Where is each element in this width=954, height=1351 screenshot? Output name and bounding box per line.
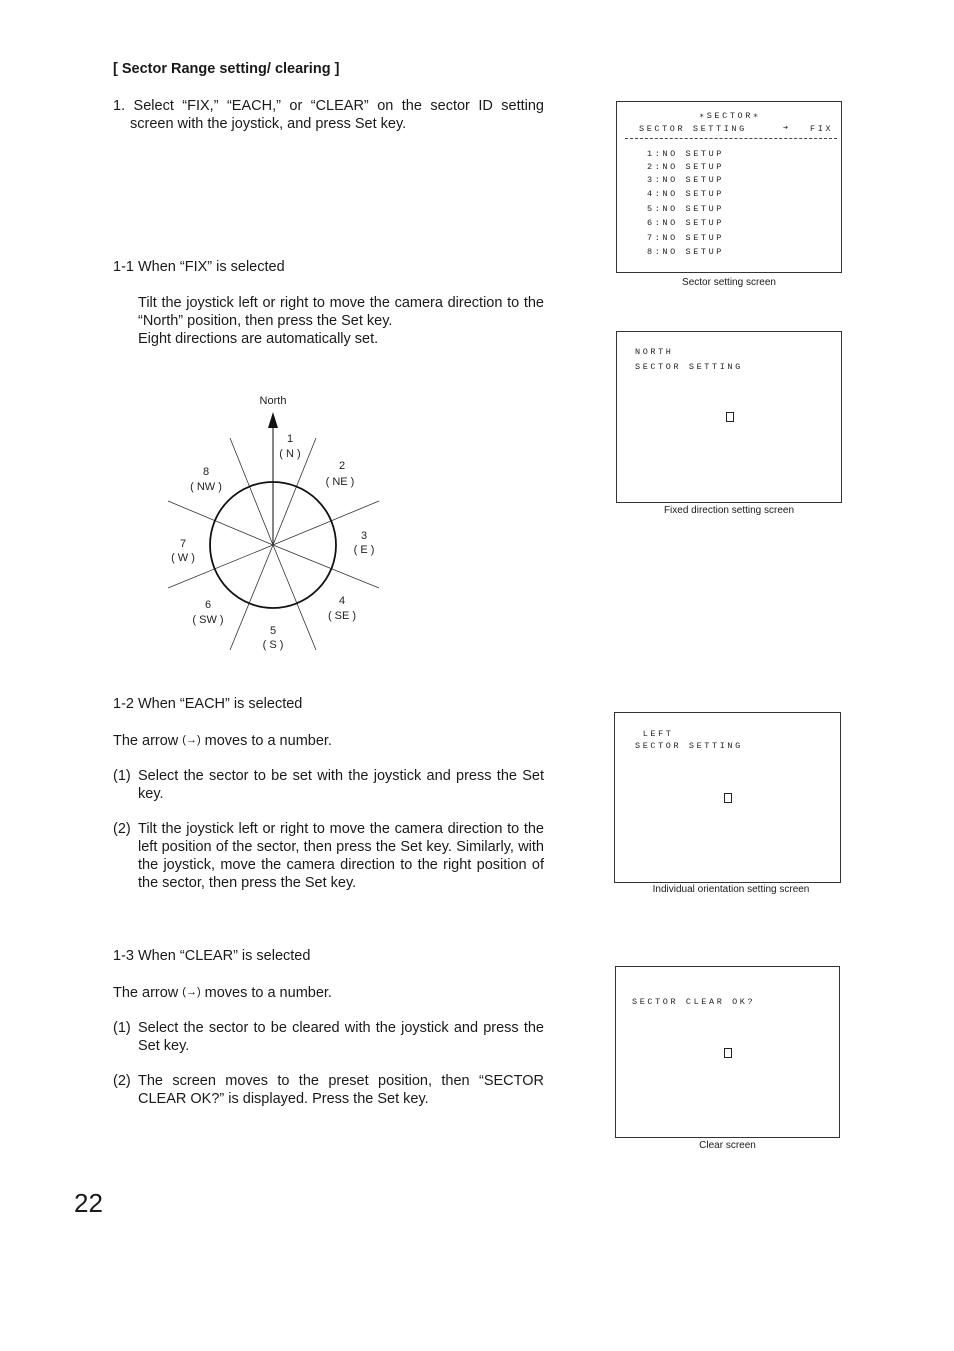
step-1-2-item-1-number: (1)	[113, 768, 131, 784]
sector-row: 8:NO SETUP	[647, 247, 725, 257]
sector-row: 4:NO SETUP	[647, 189, 725, 199]
step-1-text: 1. Select “FIX,” “EACH,” or “CLEAR” on the sector ID setting screen with the joystick, and press Set key.	[113, 98, 544, 132]
sector-6-number: 6	[204, 599, 212, 611]
screen-line-1: LEFT	[635, 729, 674, 739]
step-1-3-arrow-line	[113, 983, 332, 1002]
step-1-3-item-2: The screen moves to the preset position, then “SECTOR CLEAR OK?” is displayed. Press the Set key.	[138, 1073, 544, 1107]
sector-boundary-line	[230, 438, 273, 545]
sector-row: 2:NO SETUP	[647, 162, 725, 172]
mode-value: FIX	[810, 124, 834, 134]
sector-3-number: 3	[360, 530, 368, 542]
step-1-1-note: Eight directions are automatically set.	[138, 331, 379, 347]
step-1-1-paragraph: Tilt the joystick left or right to move the camera direction to the “North” position, then press the Set key.	[138, 295, 544, 329]
right-arrow-icon: (→)	[182, 734, 201, 746]
sector-2-number: 2	[338, 460, 346, 472]
sector-compass-diagram	[160, 388, 400, 668]
sector-4-number: 4	[338, 595, 346, 607]
selection-arrow-icon: ➔	[783, 123, 789, 133]
arrow-pre-text: The arrow	[113, 733, 179, 749]
sector-setting-caption: Sector setting screen	[682, 277, 776, 288]
sector-setting-screen	[616, 101, 842, 273]
screen-line-2: SECTOR SETTING	[635, 741, 743, 751]
step-1-2-heading: 1-2 When “EACH” is selected	[113, 696, 303, 712]
sector-8-direction: ( NW )	[190, 481, 222, 493]
step-1-3-heading: 1-3 When “CLEAR” is selected	[113, 948, 311, 964]
cursor-marker	[726, 412, 734, 422]
step-1-2-item-2-number: (2)	[113, 821, 131, 837]
screen-title: ∗SECTOR∗	[699, 111, 761, 121]
sector-1-number: 1	[286, 433, 294, 445]
step-1-3-item-1: Select the sector to be cleared with the joystick and press the Set key.	[138, 1020, 544, 1054]
sector-row: 6:NO SETUP	[647, 218, 725, 228]
sector-row: 7:NO SETUP	[647, 233, 725, 243]
screen-line-1: NORTH	[635, 347, 674, 357]
sector-4-direction: ( SE )	[327, 610, 357, 622]
sector-boundary-line	[230, 545, 273, 650]
north-label: North	[259, 395, 287, 407]
individual-orientation-screen	[614, 712, 841, 883]
arrow-post-text: moves to a number.	[204, 985, 332, 1001]
step-1-2-item-1: Select the sector to be set with the joystick and press the Set key.	[138, 768, 544, 802]
clear-screen-caption: Clear screen	[699, 1140, 756, 1151]
page-number: 22	[74, 1188, 103, 1218]
sector-5-direction: ( S )	[262, 639, 284, 651]
step-1-3-item-1-number: (1)	[113, 1020, 131, 1036]
sector-7-number: 7	[179, 538, 187, 550]
divider	[625, 138, 837, 139]
sector-row: 1:NO SETUP	[647, 149, 725, 159]
right-arrow-icon: (→)	[182, 986, 201, 998]
sector-row: 5:NO SETUP	[647, 204, 725, 214]
sector-boundary-line	[273, 545, 316, 650]
step-1-1-heading: 1-1 When “FIX” is selected	[113, 259, 285, 275]
fixed-direction-caption: Fixed direction setting screen	[663, 505, 795, 516]
section-title: [ Sector Range setting/ clearing ]	[113, 61, 340, 77]
clear-screen	[615, 966, 840, 1138]
sector-6-direction: ( SW )	[192, 614, 224, 626]
screen-line-2: SECTOR SETTING	[635, 362, 743, 372]
sector-5-number: 5	[269, 625, 277, 637]
sector-7-direction: ( W )	[171, 552, 195, 564]
arrow-pre-text: The arrow	[113, 985, 179, 1001]
step-1-2-item-2: Tilt the joystick left or right to move the camera direction to the left position of the sector, then press the Set key. Similarly, with the joystick, move the camera direction to the right position of the sector, then press the Set key.	[138, 821, 544, 891]
sector-3-direction: ( E )	[353, 544, 375, 556]
arrow-post-text: moves to a number.	[204, 733, 332, 749]
screen-subtitle: SECTOR SETTING	[639, 124, 747, 134]
sector-8-number: 8	[202, 466, 210, 478]
individual-orientation-caption: Individual orientation setting screen	[652, 884, 810, 895]
screen-line-1: SECTOR CLEAR OK?	[632, 997, 756, 1007]
sector-2-direction: ( NE )	[325, 476, 355, 488]
cursor-marker	[724, 1048, 732, 1058]
step-1-3-item-2-number: (2)	[113, 1073, 131, 1089]
fixed-direction-screen	[616, 331, 842, 503]
north-arrow-icon	[268, 412, 278, 428]
sector-1-direction: ( N )	[279, 448, 301, 460]
sector-row: 3:NO SETUP	[647, 175, 725, 185]
cursor-marker	[724, 793, 732, 803]
step-1-2-arrow-line	[113, 731, 332, 750]
